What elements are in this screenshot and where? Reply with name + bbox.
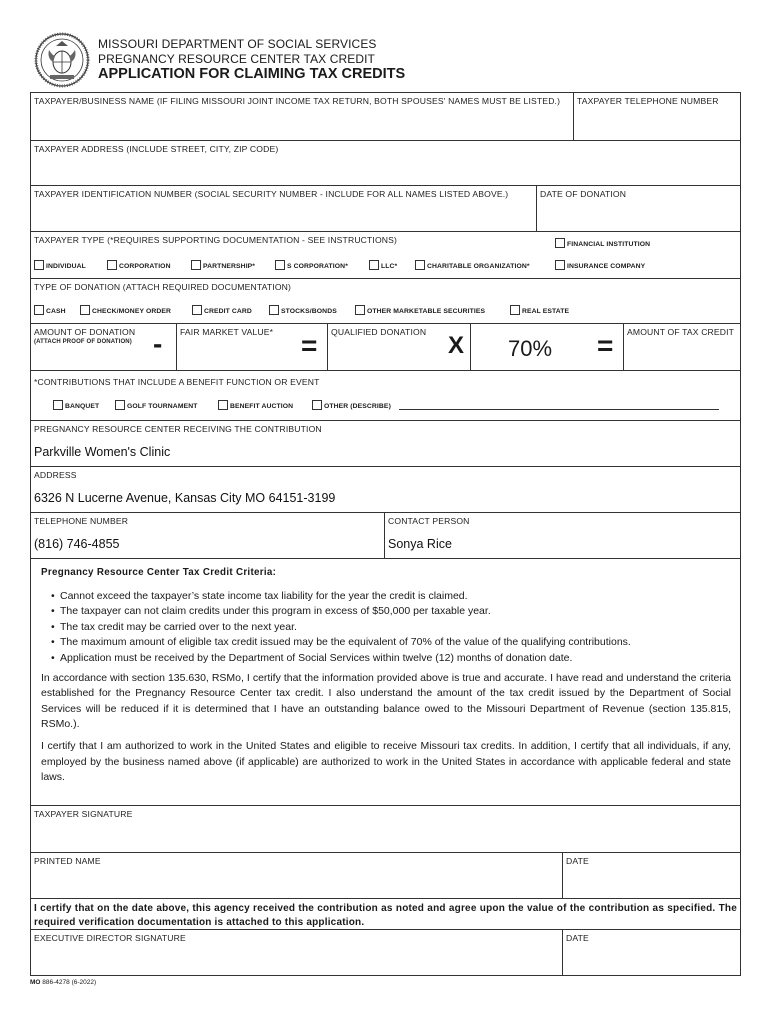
checkbox-financial-institution[interactable]: [555, 238, 650, 248]
checkbox-box[interactable]: [191, 260, 201, 270]
option-label: CASH: [46, 308, 66, 315]
form-number-prefix: MO: [30, 979, 41, 986]
executive-date-label: DATE: [566, 933, 589, 943]
center-address-label: ADDRESS: [34, 470, 77, 480]
checkbox-box[interactable]: [355, 305, 365, 315]
checkbox-real-estate[interactable]: [510, 305, 569, 315]
date-label: DATE: [566, 856, 589, 866]
missouri-state-seal-icon: [34, 32, 90, 88]
percent-field: [471, 324, 624, 370]
option-label: CORPORATION: [119, 263, 171, 270]
row-benefit-event: [31, 371, 740, 421]
taxpayer-name-label: TAXPAYER/BUSINESS NAME (IF FILING MISSOURI JOINT INCOME TAX RETURN, BOTH SPOUSES' NAMES MUST BE LISTED.): [34, 96, 561, 106]
checkbox-stocks-bonds[interactable]: [269, 305, 337, 315]
option-label: CHECK/MONEY ORDER: [92, 308, 171, 315]
checkbox-box[interactable]: [415, 260, 425, 270]
checkbox-box[interactable]: [107, 260, 117, 270]
center-phone-value[interactable]: (816) 746-4855: [34, 537, 120, 551]
checkbox-individual[interactable]: [34, 260, 86, 270]
row-center-contact: [31, 513, 740, 559]
minus-sign: -: [153, 328, 163, 359]
amount-of-donation-label: AMOUNT OF DONATION: [34, 327, 136, 337]
date-field[interactable]: [563, 853, 740, 898]
date-of-donation-field[interactable]: [537, 186, 740, 231]
option-label: GOLF TOURNAMENT: [127, 403, 198, 410]
fair-market-value-label: FAIR MARKET VALUE*: [180, 327, 274, 337]
row-executive-signature: [31, 930, 740, 975]
checkbox-cash[interactable]: [34, 305, 66, 315]
application-form: [30, 92, 741, 976]
checkbox-insurance-company[interactable]: [555, 260, 645, 270]
option-label: S CORPORATION*: [287, 263, 348, 270]
row-calculation: [31, 324, 740, 371]
donation-type-label: TYPE OF DONATION (ATTACH REQUIRED DOCUMENTATION): [34, 282, 292, 292]
executive-director-signature-label: EXECUTIVE DIRECTOR SIGNATURE: [34, 933, 186, 943]
taxpayer-signature-field[interactable]: [31, 806, 740, 852]
checkbox-banquet[interactable]: [53, 400, 99, 410]
contact-person-field[interactable]: [385, 513, 740, 558]
option-label: CREDIT CARD: [204, 308, 252, 315]
row-printed-name: [31, 853, 740, 899]
form-number-value: 886-4278 (6-2022): [40, 979, 97, 986]
criteria-item: • The tax credit may be carried over to the next year.: [51, 620, 731, 636]
multiply-sign: X: [448, 332, 465, 359]
option-label: OTHER MARKETABLE SECURITIES: [367, 308, 486, 315]
checkbox-box[interactable]: [80, 305, 90, 315]
taxpayer-id-label: TAXPAYER IDENTIFICATION NUMBER (SOCIAL SECURITY NUMBER - INCLUDE FOR ALL NAMES LISTED ABOVE.): [34, 189, 509, 199]
fair-market-value-field[interactable]: [177, 324, 328, 370]
option-label: OTHER (DESCRIBE): [324, 403, 391, 410]
option-label: CHARITABLE ORGANIZATION*: [427, 263, 530, 270]
checkbox-box[interactable]: [555, 260, 565, 270]
row-taxpayer-type: [31, 232, 740, 279]
checkbox-credit-card[interactable]: [192, 305, 252, 315]
executive-director-signature-field[interactable]: [31, 930, 563, 975]
row-taxpayer-id: [31, 186, 740, 232]
department-name: MISSOURI DEPARTMENT OF SOCIAL SERVICES: [98, 37, 377, 51]
amount-of-donation-sublabel: (ATTACH PROOF OF DONATION): [34, 339, 132, 345]
checkbox-golf-tournament[interactable]: [115, 400, 197, 410]
checkbox-other-describe[interactable]: [312, 400, 391, 410]
taxpayer-phone-label: TAXPAYER TELEPHONE NUMBER: [577, 96, 719, 106]
checkbox-other-marketable-securities[interactable]: [355, 305, 485, 315]
taxpayer-phone-field[interactable]: [574, 93, 740, 140]
taxpayer-id-field[interactable]: [31, 186, 537, 231]
form-title: APPLICATION FOR CLAIMING TAX CREDITS: [98, 66, 406, 82]
row-agency-certification: [31, 899, 740, 930]
taxpayer-signature-label: TAXPAYER SIGNATURE: [34, 809, 133, 819]
checkbox-box[interactable]: [510, 305, 520, 315]
printed-name-label: PRINTED NAME: [34, 856, 101, 866]
row-donation-type: [31, 279, 740, 324]
row-taxpayer-name: [31, 93, 740, 141]
option-label: INDIVIDUAL: [46, 263, 86, 270]
program-name: PREGNANCY RESOURCE CENTER TAX CREDIT: [98, 52, 375, 66]
row-criteria: [31, 559, 740, 806]
taxpayer-address-field[interactable]: [31, 141, 740, 185]
executive-date-field[interactable]: [563, 930, 740, 975]
checkbox-box[interactable]: [369, 260, 379, 270]
center-name-label: PREGNANCY RESOURCE CENTER RECEIVING THE CONTRIBUTION: [34, 424, 322, 434]
contact-person-value[interactable]: Sonya Rice: [388, 537, 452, 551]
form-number: [30, 979, 96, 986]
option-label: STOCKS/BONDS: [281, 308, 337, 315]
equals-sign: =: [597, 330, 614, 361]
checkbox-llc[interactable]: [369, 260, 397, 270]
criteria-item: • The maximum amount of eligible tax credit issued may be the equivalent of 70% of the value of the qualifying contributions.: [51, 635, 731, 651]
qualified-donation-field[interactable]: [328, 324, 471, 370]
checkbox-box[interactable]: [275, 260, 285, 270]
amount-of-donation-field[interactable]: [31, 324, 177, 370]
certification-paragraph: In accordance with section 135.630, RSMo, I certify that the information provided above is true and accurate. I have read and understand the criteria established for the Pregnancy Resource Center tax credit. I also understand the amount of the tax credit issued by the Department of Social Services will be reduced if it is determined that I have an outstanding balance owed to the Missouri Department of Revenue (section 135.815, RSMo.).: [41, 671, 731, 731]
checkbox-s-corporation[interactable]: [275, 260, 348, 270]
amount-of-tax-credit-label: AMOUNT OF TAX CREDIT: [627, 327, 735, 337]
criteria-item: • Application must be received by the Department of Social Services within twelve (12) months of donation date.: [51, 651, 731, 667]
option-label: INSURANCE COMPANY: [567, 263, 646, 270]
criteria-title: Pregnancy Resource Center Tax Credit Criteria:: [41, 567, 277, 578]
row-taxpayer-signature: [31, 806, 740, 853]
checkbox-corporation[interactable]: [107, 260, 171, 270]
checkbox-box[interactable]: [312, 400, 322, 410]
option-label: BENEFIT AUCTION: [230, 403, 294, 410]
criteria-item: • The taxpayer can not claim credits under this program in excess of $50,000 per taxable year.: [51, 604, 731, 620]
date-of-donation-label: DATE OF DONATION: [540, 189, 627, 199]
row-taxpayer-address: [31, 141, 740, 186]
equals-sign: =: [301, 330, 318, 361]
checkbox-benefit-auction[interactable]: [218, 400, 293, 410]
amount-of-tax-credit-field[interactable]: [624, 324, 740, 370]
other-describe-line[interactable]: [399, 409, 719, 410]
percent-value: 70%: [508, 336, 553, 361]
checkbox-charitable-organization[interactable]: [415, 260, 530, 270]
row-center-name: [31, 421, 740, 467]
criteria-item: • Cannot exceed the taxpayer’s state income tax liability for the year the credit is claimed.: [51, 589, 731, 605]
benefit-event-label: *CONTRIBUTIONS THAT INCLUDE A BENEFIT FUNCTION OR EVENT: [34, 377, 320, 387]
taxpayer-name-field[interactable]: [31, 93, 574, 140]
checkbox-check-money-order[interactable]: [80, 305, 171, 315]
option-label: BANQUET: [65, 403, 100, 410]
checkbox-box[interactable]: [269, 305, 279, 315]
row-center-address: [31, 467, 740, 513]
criteria-section: [41, 565, 731, 792]
checkbox-box[interactable]: [555, 238, 565, 248]
center-name-value[interactable]: Parkville Women's Clinic: [34, 445, 171, 459]
taxpayer-type-label: TAXPAYER TYPE (*REQUIRES SUPPORTING DOCUMENTATION - SEE INSTRUCTIONS): [34, 235, 398, 245]
contact-person-label: CONTACT PERSON: [388, 516, 470, 526]
checkbox-box[interactable]: [218, 400, 228, 410]
center-phone-label: TELEPHONE NUMBER: [34, 516, 129, 526]
agency-certification-text: I certify that on the date above, this agency received the contribution as noted and agree upon the value of the contribution as specified. The required verification documentation is attached to this application.: [34, 903, 737, 928]
center-address-value[interactable]: 6326 N Lucerne Avenue, Kansas City MO 64151-3199: [34, 491, 336, 505]
option-label: LLC*: [381, 263, 398, 270]
work-authorization-paragraph: I certify that I am authorized to work in the United States and eligible to receive Missouri tax credits. In addition, I certify that all individuals, if any, employed by the business named above (if applicable) are authorized to work in the United States in accordance with applicable federal and state laws.: [41, 739, 731, 784]
center-phone-field[interactable]: [31, 513, 385, 558]
checkbox-box[interactable]: [34, 305, 44, 315]
checkbox-box[interactable]: [34, 260, 44, 270]
checkbox-box[interactable]: [115, 400, 125, 410]
form-header: [30, 28, 742, 92]
option-label: PARTNERSHIP*: [203, 263, 256, 270]
criteria-list: [51, 589, 731, 667]
option-label: FINANCIAL INSTITUTION: [567, 241, 651, 248]
checkbox-box[interactable]: [53, 400, 63, 410]
option-label: REAL ESTATE: [522, 308, 570, 315]
checkbox-box[interactable]: [192, 305, 202, 315]
printed-name-field[interactable]: [31, 853, 563, 898]
qualified-donation-label: QUALIFIED DONATION: [331, 327, 427, 337]
checkbox-partnership[interactable]: [191, 260, 255, 270]
taxpayer-address-label: TAXPAYER ADDRESS (INCLUDE STREET, CITY, ZIP CODE): [34, 144, 279, 154]
